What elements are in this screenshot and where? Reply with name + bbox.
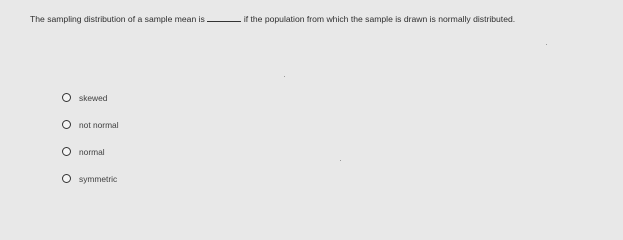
option-label: symmetric [79, 173, 118, 184]
background-speck [546, 44, 547, 45]
radio-button-icon[interactable] [62, 147, 71, 156]
option-label: normal [79, 146, 105, 157]
question-text-before: The sampling distribution of a sample mean is [30, 14, 205, 24]
radio-button-icon[interactable] [62, 120, 71, 129]
option-skewed[interactable] [62, 84, 119, 111]
option-not-normal[interactable] [62, 111, 119, 138]
option-symmetric[interactable] [62, 165, 119, 192]
background-speck [340, 160, 341, 161]
option-label: skewed [79, 92, 108, 103]
answer-blank [207, 13, 241, 22]
radio-button-icon[interactable] [62, 93, 71, 102]
radio-button-icon[interactable] [62, 174, 71, 183]
background-speck [284, 76, 285, 77]
answer-options [62, 84, 119, 192]
option-label: not normal [79, 119, 119, 130]
option-normal[interactable] [62, 138, 119, 165]
question-text-after: if the population from which the sample is drawn is normally distributed. [243, 14, 516, 24]
question-text [30, 13, 620, 25]
